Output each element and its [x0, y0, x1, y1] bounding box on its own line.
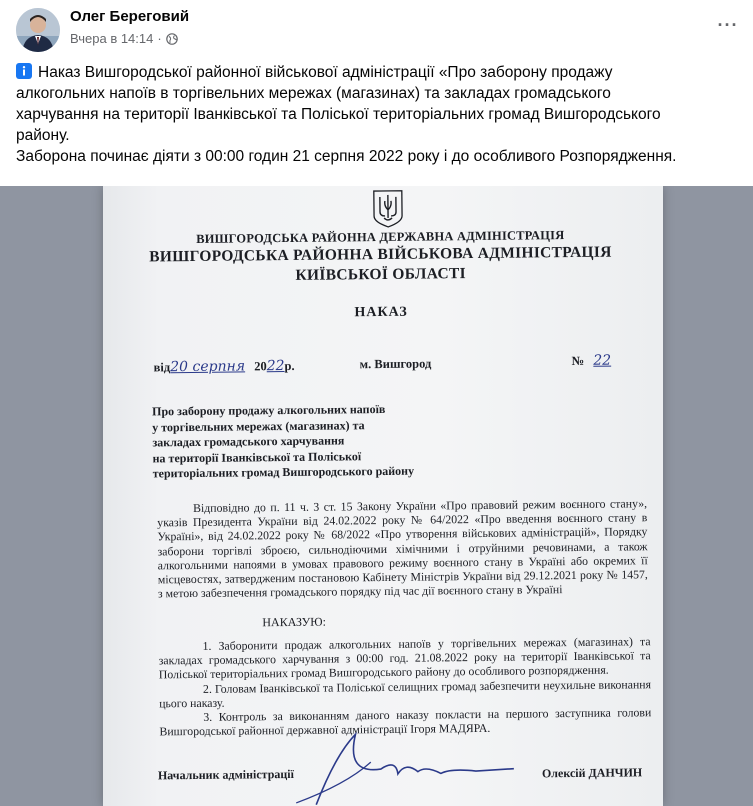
subject-line: на території Іванківської та Поліської [152, 448, 362, 465]
post-text-line-1: Наказ Вишгородської районної військової адміністрації «Про заборону продажу [38, 64, 613, 81]
info-icon [16, 63, 32, 79]
document-subject [152, 402, 414, 482]
year-handwritten: 22 [266, 358, 285, 375]
post-text-line-4: району. [16, 127, 70, 144]
document-place: м. Вишгород [359, 356, 432, 372]
post-text-line-5: Заборона починає діяти з 00:00 годин 21 серпня 2022 року і до особливого Розпорядження. [16, 148, 677, 165]
preamble-paragraph: Відповідно до п. 11 ч. 3 ст. 15 Закону України «Про правовий режим воєнного стану», указів Президента України від 24.02.2022 року № 64/2022 «Про введення воєнного стану в Україні», від 24.02.2022 року № 68/2022 «Про утворення військових адміністрацій», Порядку заборони торгівлі зброєю, сильнодіючими хімічними і отруйними речовинами, а також алкогольними напоями в умовах правового режиму воєнного стану в Україні або окремих її місцевостях, затвердженим постановою Кабінету Міністрів України від 29.12.2021 року № 1457, з метою забезпечення громадського порядку під час дії воєнного стану в Україні [157, 496, 648, 601]
meta-separator: · [157, 31, 162, 46]
date-prefix: від [153, 360, 171, 375]
signature-scribble [275, 713, 516, 806]
subject-line: територіальних громад Вишгородського району [152, 463, 415, 481]
year-suffix: р. [284, 358, 295, 374]
post-text-line [16, 62, 741, 83]
number-prefix: № [571, 353, 585, 369]
org-line-3: КИЇВСЬКОЇ ОБЛАСТІ [295, 265, 466, 284]
trident-emblem-icon [370, 188, 406, 228]
avatar[interactable] [16, 8, 60, 52]
org-line-1: ВИШГОРОДСЬКА РАЙОННА ДЕРЖАВНА АДМІНІСТРАЦІЯ [196, 228, 565, 246]
post-meta [70, 31, 178, 46]
post-text-line-2: алкогольних напоїв в торгівельних мережах (магазинах) та закладах громадського [16, 85, 611, 102]
author-name[interactable]: Олег Береговий [70, 8, 190, 25]
signer-name: Олексій ДАНЧИН [541, 765, 643, 781]
globe-icon [166, 33, 178, 45]
document-type: НАКАЗ [354, 304, 408, 321]
order-item: 1. Заборонити продаж алкогольних напоїв у торгівельних мережах (магазинах) та закладах громадського харчування з 00:00 год. 21.08.2022 року на території Іванківської та Поліської територіальних громад Вишгородського району до особливого розпорядження. [158, 634, 651, 682]
org-line-2: ВИШГОРОДСЬКА РАЙОННА ВІЙСЬКОВА АДМІНІСТРАЦІЯ [149, 243, 612, 266]
post-text [16, 62, 741, 167]
subject-line: у торгівельних мережах (магазинах) та [152, 417, 365, 434]
document-date [154, 358, 295, 375]
number-handwritten: 22 [593, 352, 612, 369]
post-photo[interactable] [0, 186, 753, 806]
subject-line: Про заборону продажу алкогольних напоїв [152, 401, 386, 419]
post-time[interactable]: Вчера в 14:14 [70, 31, 154, 46]
document-preamble [157, 496, 648, 601]
post-text-line-3: харчування на території Іванківської та Поліської територіальних громад Вишгородського [16, 106, 661, 123]
more-options-button[interactable]: ··· [717, 14, 739, 35]
order-title: НАКАЗУЮ: [262, 614, 326, 630]
year-prefix: 20 [254, 359, 267, 374]
document-number [572, 352, 626, 369]
document-page [103, 186, 663, 806]
date-handwritten: 20 серпня [170, 358, 246, 376]
order-item: 3. Контроль за виконанням даного наказу покласти на першого заступника голови Вишгородської районної державної адміністрації Ігоря МАДЯРА. [159, 705, 652, 739]
subject-line: закладах громадського харчування [152, 433, 345, 450]
order-item: 2. Головам Іванківської та Поліської селищних громад забезпечити неухильне виконання цього наказу. [159, 676, 652, 711]
post-header [0, 0, 753, 58]
signer-title: Начальник адміністрації [157, 766, 294, 783]
